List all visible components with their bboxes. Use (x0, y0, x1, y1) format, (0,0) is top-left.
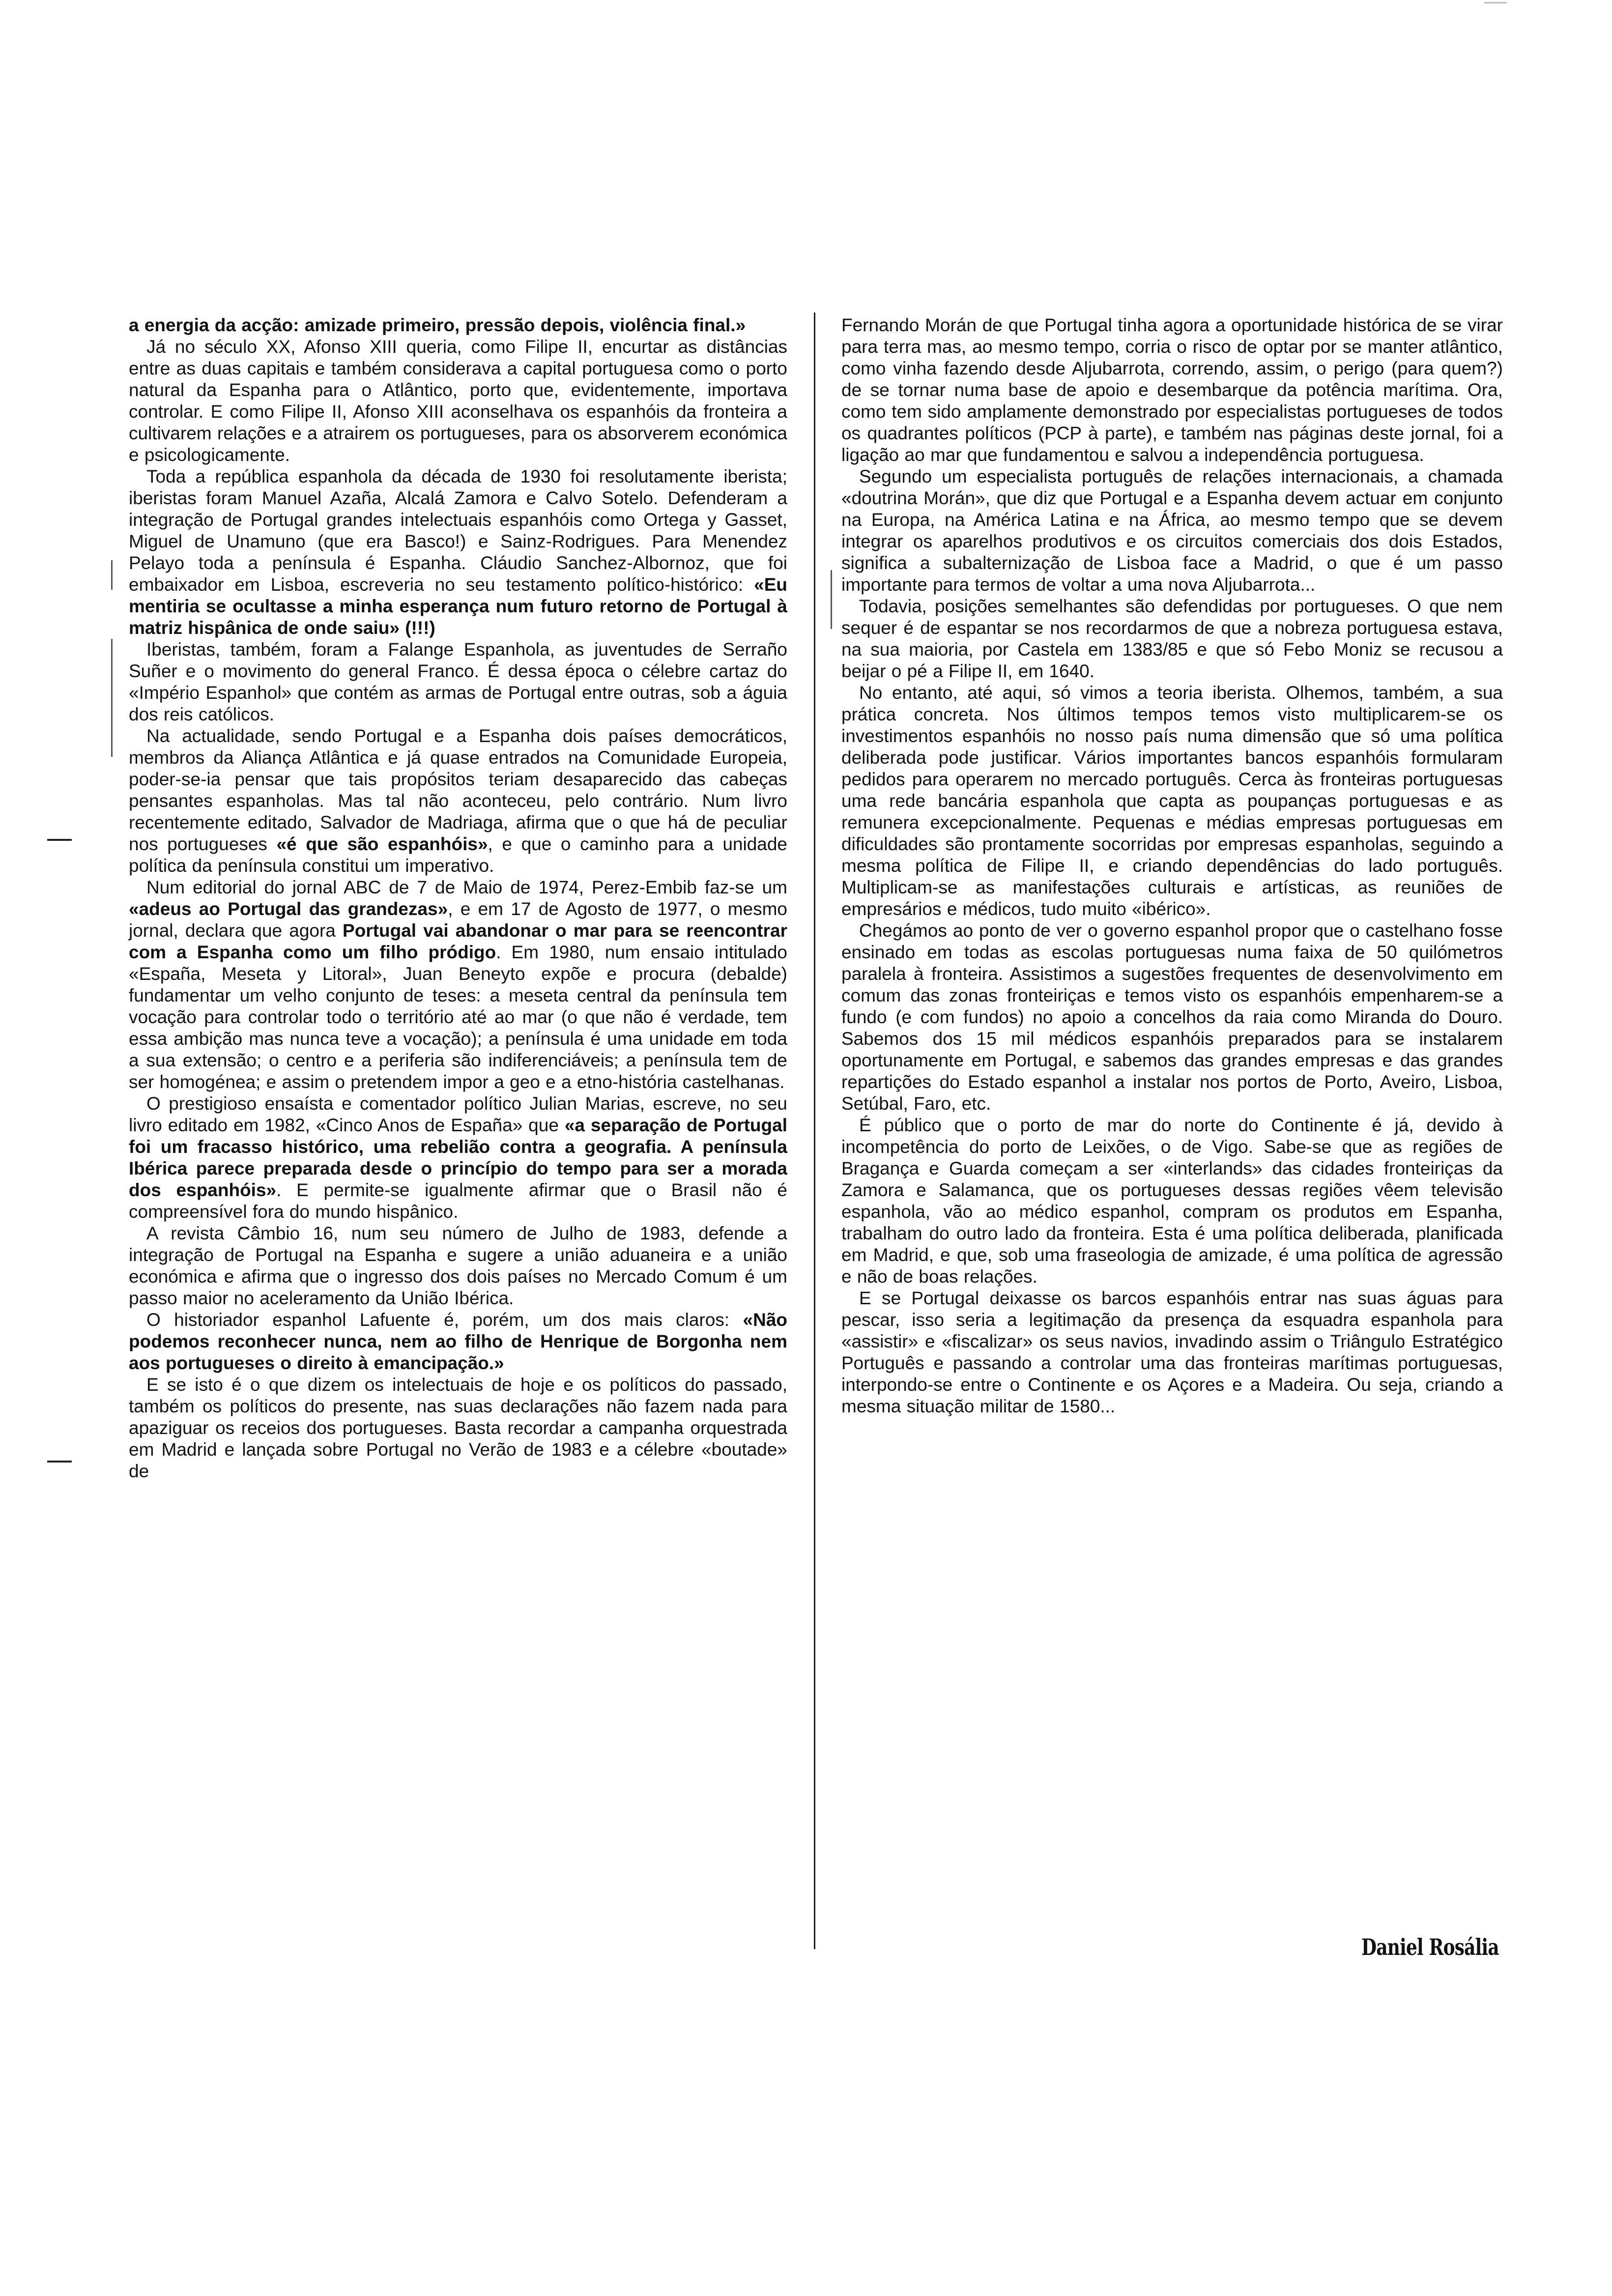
body-text: A revista Câmbio 16, num seu número de Julho de 1983, defende a integração de Portugal na Espanha e sugere a união aduaneira e a união económica e afirma que o ingresso dos dois países no Mercado Comum é um passo maior no aceleramento da União Ibérica. (129, 1223, 787, 1308)
body-text: , e em 17 de Agosto de 1977, o mesmo jornal, declara que agora (129, 899, 788, 941)
article-paragraph (841, 315, 1503, 466)
article-paragraph (841, 1115, 1503, 1288)
article-paragraph (129, 315, 787, 336)
body-text: Na actualidade, sendo Portugal e a Espanha dois países democráticos, membros da Aliança Atlântica e já quase entrados na Comunidade Europeia, poder-se-ia pensar que tais propósitos teriam desaparecido das cabeças pensantes espanholas. Mas tal não aconteceu, pelo contrário. Num livro recentemente editado, Salvador de Madriaga, afirma que o que há de peculiar nos portugueses (129, 726, 787, 854)
body-text: , e que o caminho para a unidade política da península constitui um imperativo. (129, 834, 788, 876)
body-text: E se Portugal deixasse os barcos espanhóis entrar nas suas águas para pescar, isso seria a legitimação da presença da esquadra espanhola para «assistir» e «fiscalizar» os seus navios, invadindo assim o Triângulo Estratégico Português e passando a controlar uma das fronteiras marítimas portuguesas, interpondo-se entre o Continente e os Açores e a Madeira. Ou seja, criando a mesma situação militar de 1580... (841, 1288, 1503, 1416)
article-paragraph (841, 920, 1503, 1115)
body-text: E se isto é o que dizem os intelectuais de hoje e os políticos do passado, também os políticos do presente, nas suas declarações não fazem nada para apaziguar os receios dos portugueses. Basta recordar a campanha orquestrada em Madrid e lançada sobre Portugal no Verão de 1983 e a célebre «boutade» de (129, 1375, 787, 1481)
emphasis-text: Portugal vai abandonar o mar para se reencontrar com a Espanha como um filho pródigo (129, 920, 787, 962)
emphasis-text: «adeus ao Portugal das grandezas» (129, 899, 448, 919)
article-paragraph (841, 596, 1503, 682)
body-text: Chegámos ao ponto de ver o governo espanhol propor que o castelhano fosse ensinado em todas as escolas portuguesas numa faixa de 50 quilómetros paralela à fronteira. Assistimos a sugestões frequentes de desenvolvimento em comum das zonas fronteiriças e temos visto os espanhóis empenharem-se a fundo (e com fundos) no apoio a concelhos da raia como Miranda do Douro. Sabemos dos 15 mil médicos espanhóis preparados para se instalarem oportunamente em Portugal, e sabemos das grandes empresas e das grandes repartições do Estado espanhol a instalar nos portos de Porto, Aveiro, Lisboa, Setúbal, Faro, etc. (841, 920, 1503, 1114)
body-text: Segundo um especialista português de relações internacionais, a chamada «doutrina Morán», que diz que Portugal e a Espanha devem actuar em conjunto na Europa, na América Latina e na África, ao mesmo tempo que se devem integrar os aparelhos produtivos e os circuitos comerciais dos dois Estados, significa a subalternização de Lisboa face a Madrid, o que é um passo importante para termos de voltar a uma nova Aljubarrota... (841, 466, 1503, 595)
body-text: O prestigioso ensaísta e comentador político Julian Marias, escreve, no seu livro editado em 1982, «Cinco Anos de España» que (129, 1093, 787, 1135)
margin-annotation-line (831, 570, 832, 629)
body-text: . Em 1980, num ensaio intitulado «España, Meseta y Litoral», Juan Beneyto expõe e procura (debalde) fundamentar um velho conjunto de teses: a meseta central da península tem vocação para controlar todo o território até ao mar (o que não é verdade, tem essa ambição mas nunca teve a vocação); a península é uma unidade em toda a sua extensão; o centro e a periferia são indiferenciáveis; a península tem de ser homogénea; e assim o pretendem impor a geo e a etno-história castelhanas. (129, 942, 788, 1092)
emphasis-text: «Eu mentiria se ocultasse a minha esperança num futuro retorno de Portugal à matriz hispânica de onde saiu» (!!!) (129, 574, 787, 638)
article-paragraph (129, 639, 787, 725)
margin-annotation-line (111, 639, 113, 757)
emphasis-text: «a separação de Portugal foi um fracasso histórico, uma rebelião contra a geografia. A península Ibérica parece preparada desde o princípio do tempo para ser a morada dos espanhóis» (129, 1115, 787, 1200)
article-paragraph (841, 682, 1503, 920)
article-paragraph (841, 1288, 1503, 1417)
body-text: É público que o porto de mar do norte do Continente é já, devido à incompetência do porto de Leixões, o de Vigo. Sabe-se que as regiões de Bragança e Guarda começam a ser «interlands» das cidades fronteiriças da Zamora e Salamanca, que os portugueses dessas regiões vêem televisão espanhola, vão ao médico espanhol, compram os produtos em Espanha, trabalham do outro lado da fronteira. Esta é uma política deliberada, planificada em Madrid, e que, sob uma fraseologia de amizade, é uma política de agressão e não de boas relações. (841, 1115, 1503, 1287)
article-left-column (129, 315, 787, 1482)
emphasis-text: «é que são espanhóis» (276, 834, 488, 854)
body-text: O historiador espanhol Lafuente é, porém, um dos mais claros: (146, 1310, 743, 1330)
body-text: Todavia, posições semelhantes são defendidas por portugueses. O que nem sequer é de espantar se nos recordarmos de que a nobreza portuguesa estava, na sua maioria, por Castela em 1383/85 e que só Febo Moniz se recusou a beijar o pé a Filipe II, em 1640. (841, 596, 1503, 681)
body-text: . E permite-se igualmente afirmar que o Brasil não é compreensível fora do mundo hispânico. (129, 1180, 787, 1222)
article-paragraph (129, 1309, 787, 1374)
body-text: Já no século XX, Afonso XIII queria, como Filipe II, encurtar as distâncias entre as duas capitais e também considerava a capital portuguesa como o porto natural da Espanha para o Atlântico, porto que, evidentemente, importava controlar. E como Filipe II, Afonso XIII aconselhava os espanhóis da fronteira a cultivarem relações e a atrairem os portugueses, para os absorverem económica e psicologicamente. (129, 337, 787, 465)
body-text: Iberistas, também, foram a Falange Espanhola, as juventudes de Serraño Suñer e o movimento do general Franco. É dessa época o célebre cartaz do «Império Espanhol» que contém as armas de Portugal entre outras, sob a águia dos reis católicos. (129, 639, 787, 724)
article-paragraph (129, 1374, 787, 1482)
body-text: Fernando Morán de que Portugal tinha agora a oportunidade histórica de se virar para terra mas, ao mesmo tempo, corria o risco de optar por se manter atlântico, como vinha fazendo desde Aljubarrota, correndo, assim, o perigo (para quem?) de se tornar numa base de apoio e desembarque da potência marítima. Ora, como tem sido amplamente demonstrado por especialistas portugueses de todos os quadrantes políticos (PCP à parte), e também nas páginas deste jornal, foi a ligação ao mar que fundamentou e salvou a independência portuguesa. (841, 315, 1503, 465)
emphasis-text: «Não podemos reconhecer nunca, nem ao filho de Henrique de Borgonha nem aos portugueses o direito à emancipação.» (129, 1310, 787, 1373)
article-paragraph (129, 725, 787, 877)
page-corner-mark (1484, 2, 1507, 3)
article-paragraph (129, 336, 787, 466)
article-right-column (841, 315, 1503, 1417)
author-signature: Daniel Rosália (1361, 1934, 1499, 1960)
margin-dash-mark (47, 1461, 72, 1463)
margin-annotation-line (111, 560, 113, 590)
margin-dash-mark (47, 839, 72, 841)
body-text: No entanto, até aqui, só vimos a teoria iberista. Olhemos, também, a sua prática concreta. Nos últimos tempos temos visto multiplicarem-se os investimentos espanhóis no nosso país numa dimensão que só uma política deliberada pode justificar. Vários importantes bancos espanhóis formularam pedidos para operarem no mercado português. Cerca às fronteiras portuguesas uma rede bancária espanhola que capta as poupanças portuguesas e as remunera excepcionalmente. Pequenas e médias empresas portuguesas em dificuldades são prontamente socorridas por empresas espanholas, seguindo a mesma política de Filipe II, e criando dependências do lado português. Multiplicam-se as manifestações culturais e artísticas, as reuniões de empresários e médicos, tudo muito «ibérico». (841, 683, 1503, 919)
emphasis-text: a energia da acção: amizade primeiro, pressão depois, violência final.» (129, 315, 746, 335)
article-paragraph (841, 466, 1503, 596)
article-paragraph (129, 466, 787, 639)
article-paragraph (129, 1093, 787, 1223)
body-text: Toda a república espanhola da década de 1930 foi resolutamente iberista; iberistas foram Manuel Azaña, Alcalá Zamora e Calvo Sotelo. Defenderam a integração de Portugal grandes intelectuais espanhóis como Ortega y Gasset, Miguel de Unamuno (que era Basco!) e Sainz-Rodrigues. Para Menendez Pelayo toda a península é Espanha. Cláudio Sanchez-Albornoz, que foi embaixador em Lisboa, escreveria no seu testamento político-histórico: (129, 466, 787, 595)
body-text: Num editorial do jornal ABC de 7 de Maio de 1974, Perez-Embib faz-se um (146, 877, 787, 897)
article-paragraph (129, 877, 787, 1093)
article-paragraph (129, 1223, 787, 1309)
column-divider-rule (814, 313, 815, 1949)
